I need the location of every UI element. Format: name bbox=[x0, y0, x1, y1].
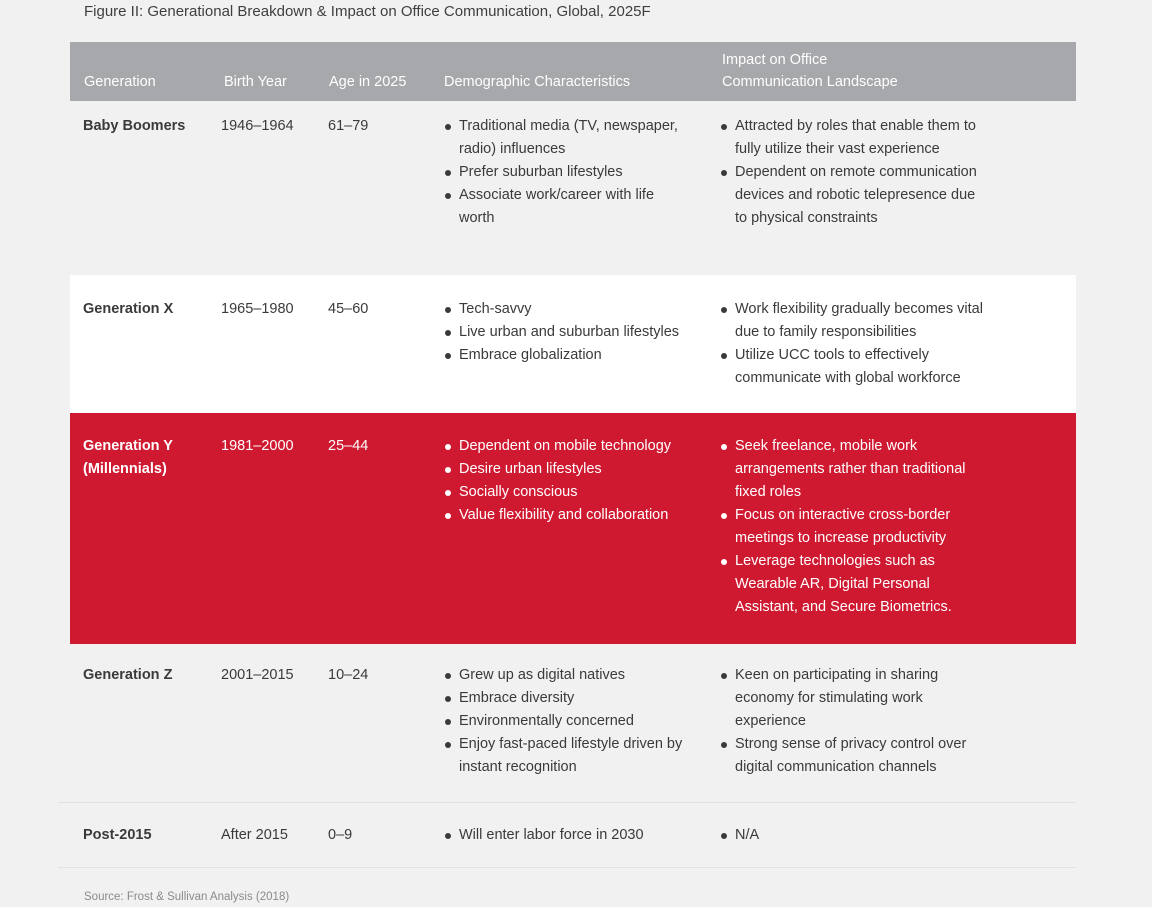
bullet-item: Attracted by roles that enable them to fully utilize their vast experience bbox=[720, 115, 990, 161]
cell-generation: Generation X bbox=[83, 301, 174, 317]
cell-generation: Post-2015 bbox=[83, 827, 152, 843]
bullet-item: Environmentally concerned bbox=[444, 710, 684, 733]
demographic-list bbox=[444, 824, 684, 847]
bullet-item: Prefer suburban lifestyles bbox=[444, 161, 684, 184]
bullet-item: Tech-savvy bbox=[444, 298, 684, 321]
cell-generation: Baby Boomers bbox=[83, 118, 186, 134]
impact-list bbox=[720, 298, 990, 390]
cell-age: 10–24 bbox=[328, 667, 369, 683]
cell-birth-year: 1965–1980 bbox=[221, 301, 294, 317]
bullet-item: Grew up as digital natives bbox=[444, 664, 684, 687]
bullet-item: Work flexibility gradually becomes vital due to family responsibilities bbox=[720, 298, 990, 344]
bullet-item: Socially conscious bbox=[444, 481, 684, 504]
cell-age: 25–44 bbox=[328, 438, 369, 454]
bullet-item: Enjoy fast-paced lifestyle driven by instant recognition bbox=[444, 733, 684, 779]
impact-list bbox=[720, 824, 990, 847]
table-row bbox=[70, 644, 1076, 802]
bullet-item: Live urban and suburban lifestyles bbox=[444, 321, 684, 344]
bullet-item: Embrace globalization bbox=[444, 344, 684, 367]
header-impact-line2: Communication Landscape bbox=[722, 74, 898, 90]
header-age: Age in 2025 bbox=[329, 74, 407, 90]
figure-title: Figure II: Generational Breakdown & Impact on Office Communication, Global, 2025F bbox=[84, 3, 651, 20]
bullet-item: Seek freelance, mobile work arrangements rather than traditional fixed roles bbox=[720, 435, 990, 504]
impact-list bbox=[720, 115, 990, 230]
impact-list bbox=[720, 664, 990, 779]
header-birth-year: Birth Year bbox=[224, 74, 287, 90]
bullet-item: Dependent on mobile technology bbox=[444, 435, 684, 458]
bullet-item: Focus on interactive cross-border meetings to increase productivity bbox=[720, 504, 990, 550]
bullet-item: Utilize UCC tools to effectively communicate with global workforce bbox=[720, 344, 990, 390]
bullet-item: Strong sense of privacy control over digital communication channels bbox=[720, 733, 990, 779]
table-row-highlighted bbox=[70, 413, 1076, 644]
table-row bbox=[70, 275, 1076, 413]
header-impact-line1: Impact on Office bbox=[722, 52, 828, 68]
demographic-list bbox=[444, 298, 684, 367]
impact-list bbox=[720, 435, 990, 619]
demographic-list bbox=[444, 115, 684, 230]
cell-birth-year: After 2015 bbox=[221, 827, 288, 843]
bullet-item: Embrace diversity bbox=[444, 687, 684, 710]
table-row bbox=[70, 101, 1076, 275]
cell-age: 61–79 bbox=[328, 118, 369, 134]
row-divider bbox=[58, 802, 1076, 803]
row-divider bbox=[58, 867, 1076, 868]
bullet-item: Associate work/career with life worth bbox=[444, 184, 684, 230]
table-row bbox=[70, 802, 1076, 867]
bullet-item: Leverage technologies such as Wearable AR, Digital Personal Assistant, and Secure Biometrics. bbox=[720, 550, 990, 619]
cell-generation: Generation Z bbox=[83, 667, 173, 683]
bullet-item: Will enter labor force in 2030 bbox=[444, 824, 684, 847]
cell-birth-year: 2001–2015 bbox=[221, 667, 294, 683]
bullet-item: Desire urban lifestyles bbox=[444, 458, 684, 481]
demographic-list bbox=[444, 664, 684, 779]
cell-birth-year: 1981–2000 bbox=[221, 438, 294, 454]
demographic-list bbox=[444, 435, 684, 527]
cell-age: 0–9 bbox=[328, 827, 353, 843]
bullet-item: Traditional media (TV, newspaper, radio) influences bbox=[444, 115, 684, 161]
cell-age: 45–60 bbox=[328, 301, 369, 317]
header-impact bbox=[722, 49, 942, 93]
bullet-item: N/A bbox=[720, 824, 990, 847]
source-note: Source: Frost & Sullivan Analysis (2018) bbox=[84, 891, 290, 903]
bullet-item: Keen on participating in sharing economy for stimulating work experience bbox=[720, 664, 990, 733]
bullet-item: Dependent on remote communication devices and robotic telepresence due to physical constraints bbox=[720, 161, 990, 230]
bullet-item: Value flexibility and collaboration bbox=[444, 504, 684, 527]
generation-table bbox=[70, 42, 1076, 867]
cell-generation: Generation Y (Millennials) bbox=[83, 438, 173, 477]
header-demographic: Demographic Characteristics bbox=[444, 74, 631, 90]
cell-birth-year: 1946–1964 bbox=[221, 118, 294, 134]
header-generation: Generation bbox=[84, 74, 156, 90]
table-header bbox=[70, 42, 1076, 101]
